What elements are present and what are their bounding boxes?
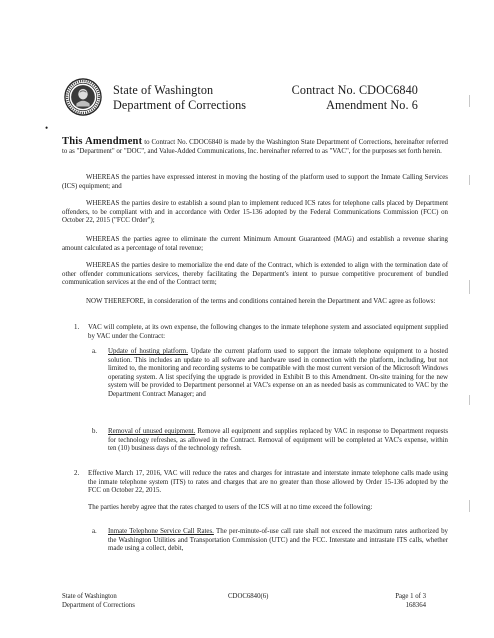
whereas-paragraph-1: WHEREAS the parties have expressed interest in moving the hosting of the platform used to support the Inmate Calling Services (ICS) equipment; and	[62, 174, 448, 190]
sub-item-letter: a.	[92, 348, 97, 355]
contract-number: Contract No. CDOC6840	[291, 83, 418, 97]
state-name: State of Washington	[113, 83, 214, 97]
item-number: 1.	[74, 324, 80, 331]
bullet-mark: •	[45, 123, 49, 133]
now-therefore-paragraph: NOW THEREFORE, in consideration of the terms and conditions contained herein the Department and VAC agree as follows:	[86, 298, 436, 305]
sub-item-text	[108, 348, 448, 400]
sub-item-body: Remove all equipment and supplies replaced by VAC in response to Department requests for technology refreshes, as allowed in the Contract. Removal of equipment will be completed at VAC's expense, within ten (10) business days of the technology refresh.	[108, 428, 449, 453]
sub-item-body: Update the current platform used to support the inmate telephone equipment to a hosted solution. This includes an update to all software and hardware used in connection with the platform, including, but not limited to, the monitoring and recording systems to be compatible with the most current version of the Microsoft Windows operating system. A list specifying the upgrade is provided in Exhibit B to this Amendment. On-site training for the new system will be provided to Department personnel at VAC's expense on an as needed basis as communicated to VAC by the Department Contract Manager; and	[108, 348, 448, 398]
agency-header	[113, 83, 246, 113]
state-seal-icon	[64, 78, 102, 116]
sub-item-title: Inmate Telephone Service Call Rates.	[108, 528, 214, 535]
sub-item-text	[108, 428, 448, 454]
contract-header	[292, 83, 418, 113]
sub-item-text	[108, 528, 448, 554]
whereas-paragraph-3: WHEREAS the parties agree to eliminate the current Minimum Amount Guaranteed (MAG) and establish a revenue sharing amount calculated as a percentage of total revenue;	[62, 236, 448, 252]
item-number: 2.	[74, 470, 80, 477]
item-text: VAC will complete, at its own expense, the following changes to the inmate telephone system and associated equipment supplied by VAC under the Contract:	[88, 324, 448, 340]
document-body	[62, 138, 448, 578]
footer-department: Department of Corrections	[62, 602, 135, 609]
footer-agency	[62, 592, 135, 610]
intro-text: to Contract No. CDOC6840 is made by the Washington State Department of Corrections, hereinafter referred to as "Department" or "DOC", and Value-Added Communications, Inc. hereinafter referred to as "VAC", for the purposes set forth herein.	[62, 139, 449, 155]
page-number: Page 1 of 3	[395, 593, 426, 600]
scan-mark	[469, 175, 470, 185]
scan-mark	[469, 395, 470, 405]
item-text: Effective March 17, 2016, VAC will reduce the rates and charges for intrastate and interstate inmate telephone calls made using the inmate telephone system (ITS) to rates and charges that are no greater than those allowed by Order 15-136 adopted by the FCC on October 22, 2015.	[88, 470, 448, 495]
sub-item-body: The per-minute-of-use call rate shall not exceed the maximum rates authorized by the Washington Utilities and Transportation Commission (UTC) and the FCC. Interstate and intrastate ITS calls, whether made using a collect, debit,	[108, 528, 449, 553]
scan-mark	[469, 280, 470, 294]
sub-item-letter: b.	[92, 428, 98, 435]
amendment-number: Amendment No. 6	[326, 98, 418, 112]
whereas-paragraph-4: WHEREAS the parties desire to memorialize the end date of the Contract, which is extended to align with the termination date of other offender communications services, thereby facilitating the Department's intent to pursue competitive procurement of bundled communication services at the end of the Contract term;	[62, 262, 448, 287]
footer-page-info	[395, 592, 426, 610]
sub-item-title: Update of hosting platform.	[108, 348, 189, 355]
footer-state: State of Washington	[62, 593, 117, 600]
whereas-paragraph-2: WHEREAS the parties desire to establish a sound plan to implement reduced ICS rates for telephone calls placed by Department offenders, to be compliant with and in accordance with Order 15-136 adopted by the Federal Communications Commission (FCC) on October 22, 2015 ("FCC Order");	[62, 200, 448, 225]
document-id: 168364	[405, 602, 426, 609]
sub-item-title: Removal of unused equipment.	[108, 428, 196, 435]
scan-mark	[469, 500, 470, 512]
scan-mark	[469, 95, 470, 107]
footer-doc-code: CDOC6840(6)	[228, 593, 269, 600]
department-name: Department of Corrections	[113, 98, 247, 112]
rates-paragraph: The parties hereby agree that the rates charged to users of the ICS will at no time exceed the following:	[88, 504, 373, 511]
intro-paragraph	[62, 138, 448, 156]
intro-lead: This Amendment	[62, 136, 143, 147]
sub-item-letter: a.	[92, 528, 97, 535]
